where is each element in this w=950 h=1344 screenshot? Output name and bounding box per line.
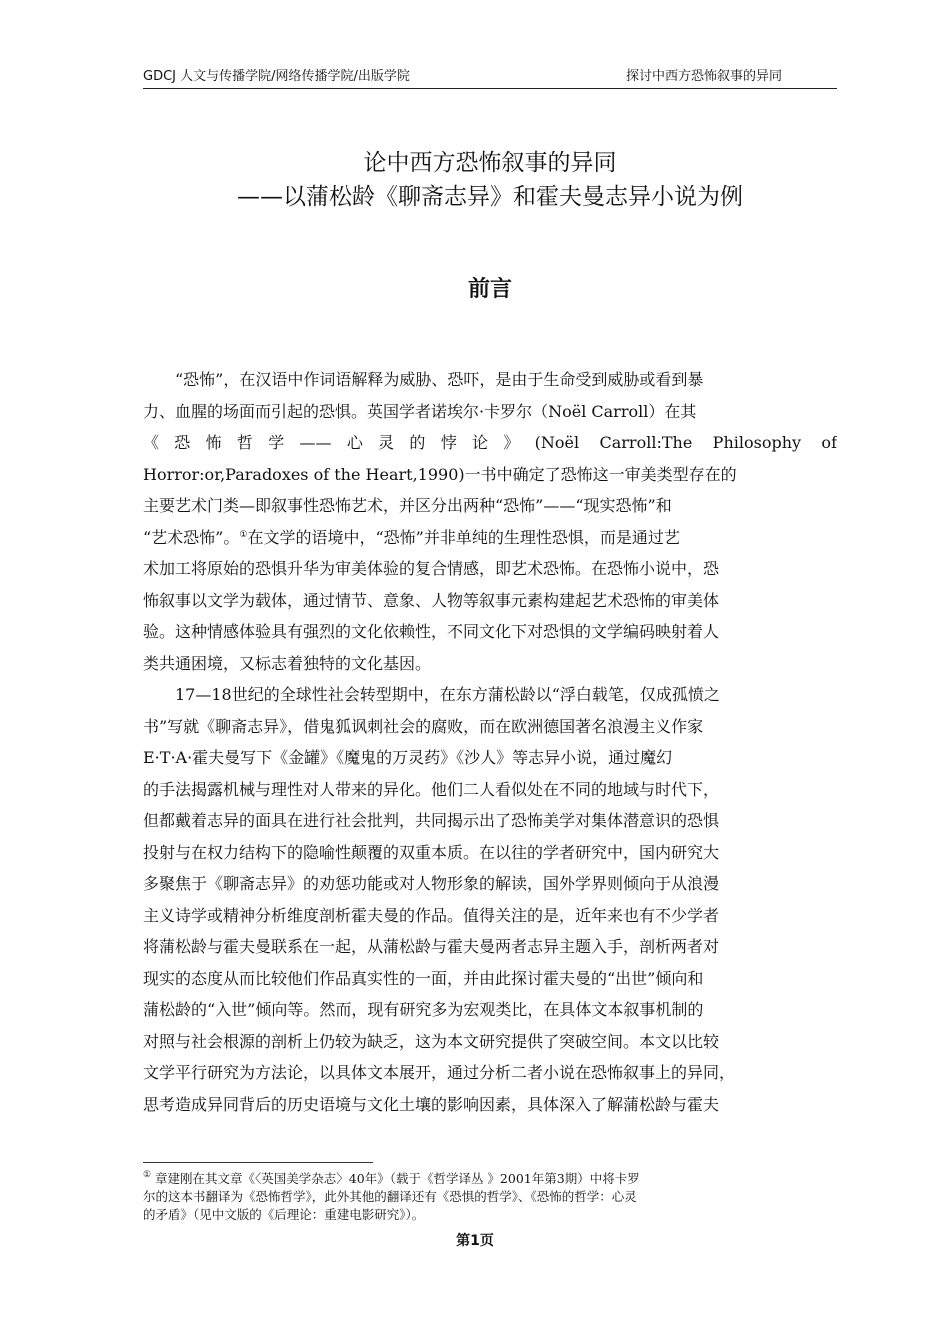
body-text-segment: 在文学的语境中，“恐怖”并非单纯的生理性恐惧，而是通过艺 <box>247 527 680 547</box>
footnote-line: 尔的这本书翻译为《恐怖哲学》，此外其他的翻译还有《恐惧的哲学》、《恐怖的哲学：心灵 <box>143 1189 637 1204</box>
body-line: 主义诗学或精神分析维度剖析霍夫曼的作品。值得关注的是，近年来也有不少学者 <box>143 905 720 925</box>
body-line-with-footnote <box>143 522 837 554</box>
footnote <box>143 1170 837 1224</box>
body-line: 文学平行研究为方法论，以具体文本展开，通过分析二者小说在恐怖叙事上的异同， <box>143 1063 736 1082</box>
body-line: 对照与社会根源的剖析上仍较为缺乏，这为本文研究提供了突破空间。本文以比较 <box>143 1031 720 1051</box>
body-line: 书”写就《聊斋志异》，借鬼狐讽刺社会的腐败，而在欧洲德国著名浪漫主义作家 <box>143 716 704 736</box>
footnote-line <box>143 1170 837 1188</box>
body-line: “恐怖”，在汉语中作词语解释为威胁、恐吓，是由于生命受到威胁或看到暴 <box>175 370 704 389</box>
header-institution: GDCJ 人文与传播学院/网络传播学院/出版学院 <box>143 69 410 84</box>
body-text <box>143 364 837 1120</box>
body-line: E·T·A·霍夫曼写下《金罐》《魔鬼的万灵药》《沙人》等志异小说，通过魔幻 <box>143 748 673 767</box>
body-line: Horror:or,Paradoxes of the Heart,1990)一书中确定了恐怖这一审美类型存在的 <box>143 464 737 484</box>
body-line: 现实的态度从而比较他们作品真实性的一面，并由此探讨霍夫曼的“出世”倾向和 <box>143 968 704 988</box>
body-line: 术加工将原始的恐惧升华为审美体验的复合情感，即艺术恐怖。在恐怖小说中，恐 <box>143 559 720 578</box>
title-line-2: ——以蒲松龄《聊斋志异》和霍夫曼志异小说为例 <box>237 184 743 210</box>
body-line: 的手法揭露机械与理性对人带来的异化。他们二人看似处在不同的地域与时代下， <box>143 779 720 799</box>
header-title: 探讨中西方恐怖叙事的异同 <box>625 69 782 84</box>
body-text-segment: “艺术恐怖”。 <box>143 527 240 547</box>
section-title: 前言 <box>467 277 512 302</box>
footnote-text: 章建刚在其文章《〈英国美学杂志〉40年》（载于《哲学译丛 》2001年第3期）中将卡罗 <box>151 1171 640 1186</box>
body-line: 蒲松龄的“入世”倾向等。然而，现有研究多为宏观类比，在具体文本叙事机制的 <box>143 1000 704 1019</box>
body-line: 主要艺术门类—即叙事性恐怖艺术，并区分出两种“恐怖”——“现实恐怖”和 <box>143 496 672 515</box>
footnote-marker[interactable]: ① <box>239 529 248 540</box>
footnote-divider <box>143 1162 373 1163</box>
page-number: 第1页 <box>456 1233 494 1249</box>
footnote-line: 的矛盾》（见中文版的《后理论：重建电影研究》）。 <box>143 1207 425 1222</box>
title-line-1: 论中西方恐怖叙事的异同 <box>363 150 617 176</box>
body-line: 《恐怖哲学——心灵的悖论》(Noël Carroll:The Philosophy of <box>143 433 837 452</box>
paper-title <box>143 146 837 214</box>
running-header <box>143 68 837 89</box>
footnote-mark: ① <box>143 1170 152 1180</box>
body-line: 但都戴着志异的面具在进行社会批判，共同揭示出了恐怖美学对集体潜意识的恐惧 <box>143 811 720 830</box>
body-line: 17—18世纪的全球性社会转型期中，在东方蒲松龄以“浮白载笔，仅成孤愤之 <box>175 685 720 704</box>
body-line: 多聚焦于《聊斋志异》的劝惩功能或对人物形象的解读，国外学界则倾向于从浪漫 <box>143 874 720 893</box>
body-line: 类共通困境，又标志着独特的文化基因。 <box>143 653 432 673</box>
body-line: 怖叙事以文学为载体，通过情节、意象、人物等叙事元素构建起艺术恐怖的审美体 <box>143 590 720 610</box>
body-line: 验。这种情感体验具有强烈的文化依赖性，不同文化下对恐惧的文学编码映射着人 <box>143 622 720 641</box>
body-line: 力、血腥的场面而引起的恐惧。英国学者诺埃尔·卡罗尔（Noël Carroll）在其 <box>143 401 697 421</box>
body-line: 将蒲松龄与霍夫曼联系在一起，从蒲松龄与霍夫曼两者志异主题入手，剖析两者对 <box>143 937 720 956</box>
body-line: 思考造成异同背后的历史语境与文化土壤的影响因素，具体深入了解蒲松龄与霍夫 <box>143 1094 720 1114</box>
body-line: 投射与在权力结构下的隐喻性颠覆的双重本质。在以往的学者研究中，国内研究大 <box>143 842 720 862</box>
